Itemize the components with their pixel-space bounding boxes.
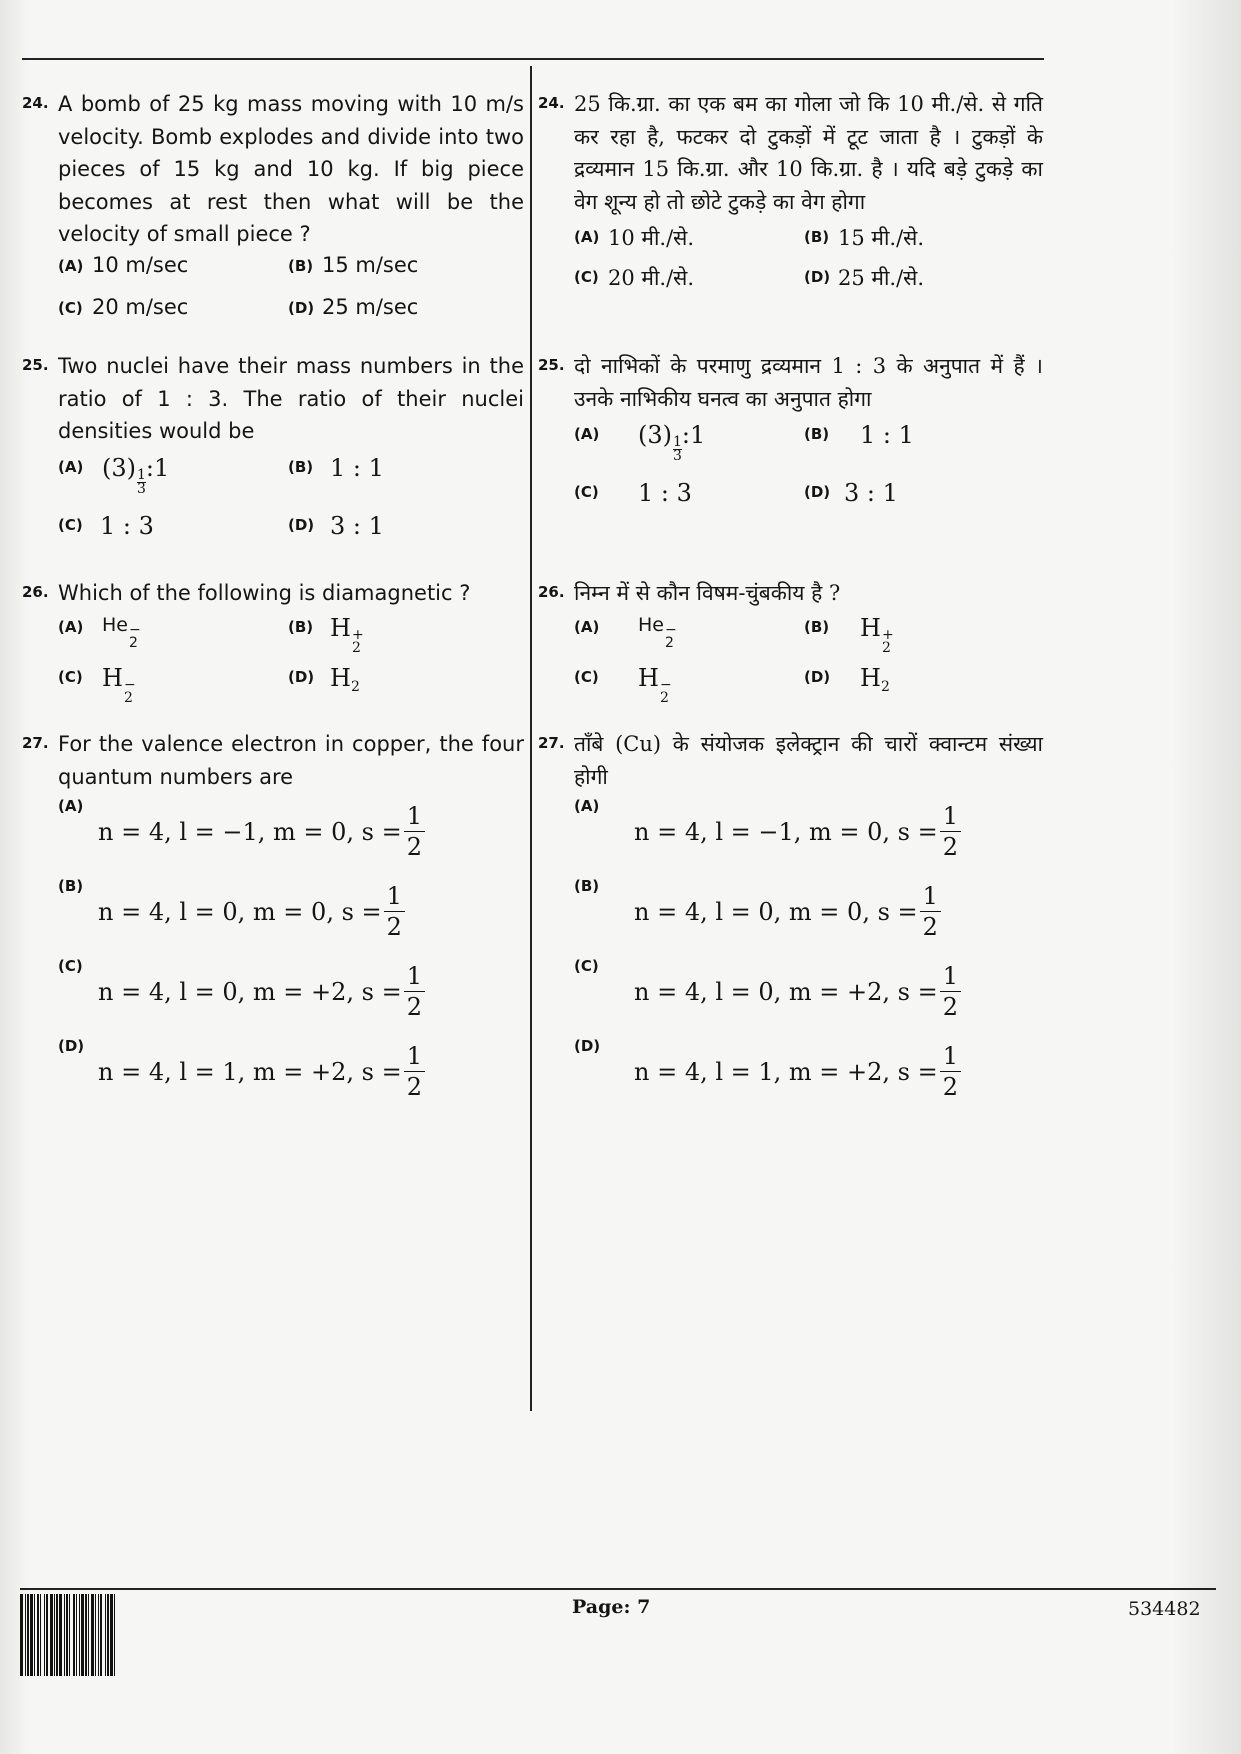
option-label: (B): [574, 877, 600, 895]
option-value: 15 m/sec: [322, 252, 419, 277]
option-label: (A): [574, 425, 600, 443]
option-value: H + 2: [860, 613, 894, 656]
option-value: H + 2: [330, 613, 364, 656]
question-number: 26.: [22, 583, 49, 601]
option-c[interactable]: [574, 479, 692, 507]
question-number: 26.: [538, 583, 565, 601]
fraction: $\frac{1}{2}$: [920, 881, 941, 942]
option-b[interactable]: [804, 421, 914, 449]
option-value: 20 मी./से.: [608, 266, 695, 290]
option-d[interactable]: [288, 664, 360, 695]
question-text: Which of the following is diamagnetic ?: [58, 581, 471, 605]
barcode-gap: [115, 1594, 117, 1676]
fraction: $\frac{1}{2}$: [940, 1041, 961, 1102]
option-label: (D): [288, 298, 315, 317]
option-value: 1 : 3: [100, 511, 154, 540]
question-text: For the valence electron in copper, the four quantum numbers are: [58, 732, 524, 789]
question-text: निम्न में से कौन विषम-चुंबकीय है ?: [574, 581, 841, 605]
option-label: (B): [288, 617, 314, 636]
option-label: (C): [58, 957, 83, 975]
option-label: (C): [58, 667, 83, 686]
option-value: 1 : 1: [860, 421, 914, 449]
top-divider: [22, 58, 1044, 60]
option-c[interactable]: [574, 264, 694, 292]
question-25-en: [22, 350, 524, 548]
option-c[interactable]: [574, 953, 963, 1022]
fraction: $\frac{1}{2}$: [404, 801, 425, 862]
option-value: $H_2$: [330, 663, 360, 695]
question-text: Two nuclei have their mass numbers in the ratio of 1 : 3. The ratio of their nuclei densities would be: [58, 354, 524, 443]
option-d[interactable]: [804, 664, 890, 695]
option-a[interactable]: [58, 614, 141, 650]
option-value: 25 मी./से.: [838, 266, 925, 290]
fraction: $\frac{1}{2}$: [940, 961, 961, 1022]
fraction: $\frac{1}{2}$: [940, 801, 961, 862]
option-value: 3 : 1: [844, 479, 898, 507]
question-27-hi: [538, 728, 1043, 1113]
option-value: H − 2: [102, 663, 136, 706]
question-number: 27.: [22, 734, 49, 752]
option-b[interactable]: [58, 873, 407, 942]
option-b[interactable]: [288, 614, 364, 655]
option-label: (B): [58, 877, 84, 895]
option-label: (C): [58, 298, 83, 317]
option-label: (A): [58, 457, 84, 476]
option-label: (B): [804, 617, 830, 636]
option-value: 10 m/sec: [92, 252, 189, 277]
option-label: (A): [574, 617, 600, 636]
option-label: (D): [58, 1037, 85, 1055]
option-a[interactable]: [574, 421, 705, 463]
option-label: (D): [574, 1037, 601, 1055]
option-label: (D): [288, 667, 315, 686]
option-label: (D): [804, 268, 831, 286]
option-b[interactable]: [574, 873, 943, 942]
option-b[interactable]: [804, 614, 894, 655]
option-d[interactable]: [288, 512, 384, 540]
question-number: 25.: [538, 356, 565, 374]
option-d[interactable]: [574, 1033, 963, 1102]
option-a[interactable]: [574, 614, 677, 650]
option-label: (C): [574, 483, 599, 501]
option-label: (D): [288, 515, 315, 534]
option-value: n = 4, l = 1, m = +2, s = $\frac{1}{2}$: [92, 1033, 427, 1102]
option-value: 10 मी./से.: [608, 226, 695, 250]
option-a[interactable]: [58, 253, 188, 277]
option-value: 1 : 3: [638, 479, 692, 507]
question-24-hi: [538, 88, 1043, 308]
option-b[interactable]: [288, 454, 384, 482]
question-number: 24.: [22, 94, 49, 112]
option-value: 1 : 1: [330, 453, 384, 482]
option-value: n = 4, l = −1, m = 0, s = $\frac{1}{2}$: [608, 793, 963, 862]
question-27-en: [22, 728, 524, 1113]
option-c[interactable]: [58, 664, 136, 705]
option-d[interactable]: [804, 479, 898, 507]
option-d[interactable]: [58, 1033, 427, 1102]
option-label: (A): [58, 256, 84, 275]
option-value: 3 : 1: [330, 511, 384, 540]
option-value: He − 2: [638, 613, 677, 651]
question-text: ताँबे (Cu) के संयोजक इलेक्ट्रान की चारों क्वान्टम संख्या होगी: [574, 732, 1043, 789]
option-value: n = 4, l = −1, m = 0, s = $\frac{1}{2}$: [92, 793, 427, 862]
option-value: 25 m/sec: [322, 294, 419, 319]
option-label: (B): [804, 425, 830, 443]
question-text: दो नाभिकों के परमाणु द्रव्यमान 1 : 3 के अनुपात में हैं । उनके नाभिकीय घनत्व का अनुपात होगा: [574, 354, 1043, 411]
option-label: (C): [574, 667, 599, 686]
option-c[interactable]: [58, 953, 427, 1022]
question-26-hi: [538, 577, 1043, 720]
option-label: (D): [804, 667, 831, 686]
option-c[interactable]: [58, 512, 154, 540]
question-26-en: [22, 577, 524, 720]
option-label: (C): [58, 515, 83, 534]
option-label: (C): [574, 268, 599, 286]
question-number: 27.: [538, 734, 565, 752]
option-label: (B): [804, 228, 830, 246]
question-25-hi: [538, 350, 1043, 515]
option-label: (A): [58, 617, 84, 636]
question-number: 25.: [22, 356, 49, 374]
barcode-image: [20, 1594, 236, 1676]
option-label: (B): [288, 256, 314, 275]
question-text: 25 कि.ग्रा. का एक बम का गोला जो कि 10 मी./से. से गति कर रहा है, फटकर दो टुकड़ों में टूट जाता है । टुकड़ों के द्रव्यमान 15 कि.ग्रा. और 10 कि.ग्रा. है । यदि बड़े टुकड़े का वेग शून्य हो तो छोटे टुकड़े का वेग होगा: [574, 92, 1043, 214]
option-c[interactable]: [574, 664, 672, 705]
question-text: A bomb of 25 kg mass moving with 10 m/s velocity. Bomb explodes and divide into two pieces of 15 kg and 10 kg. If big piece becomes at rest then what will be the velocity of small piece ?: [58, 92, 524, 246]
option-value: n = 4, l = 0, m = +2, s = $\frac{1}{2}$: [92, 953, 427, 1022]
option-a[interactable]: [574, 224, 694, 252]
option-value: He − 2: [102, 613, 141, 651]
option-c[interactable]: [58, 295, 188, 319]
question-number: 24.: [538, 94, 565, 112]
fraction: $\frac{1}{2}$: [404, 961, 425, 1022]
option-a[interactable]: [58, 793, 427, 862]
option-label: (A): [58, 797, 84, 815]
option-d[interactable]: [804, 264, 924, 292]
column-divider: [530, 66, 532, 1411]
option-value: n = 4, l = 0, m = +2, s = $\frac{1}{2}$: [608, 953, 963, 1022]
option-value: (3) $\frac{1}{3}$ :1: [102, 453, 170, 497]
option-value: n = 4, l = 0, m = 0, s = $\frac{1}{2}$: [608, 873, 943, 942]
option-b[interactable]: [804, 224, 924, 252]
option-value: 15 मी./से.: [838, 226, 925, 250]
footer-divider: [20, 1588, 1216, 1590]
option-label: (C): [574, 957, 599, 975]
option-label: (A): [574, 228, 600, 246]
option-label: (A): [574, 797, 600, 815]
option-value: $H_2$: [860, 663, 890, 695]
option-b[interactable]: [288, 253, 418, 277]
fraction: $\frac{1}{2}$: [384, 881, 405, 942]
option-value: H − 2: [638, 663, 672, 706]
option-a[interactable]: [58, 454, 169, 496]
option-value: n = 4, l = 0, m = 0, s = $\frac{1}{2}$: [92, 873, 407, 942]
option-value: 20 m/sec: [92, 294, 189, 319]
page-number: Page: 7: [572, 1596, 651, 1618]
option-value: (3) $\frac{1}{3}$ :1: [638, 421, 706, 464]
option-label: (D): [804, 483, 831, 501]
option-d[interactable]: [288, 295, 418, 319]
option-a[interactable]: [574, 793, 963, 862]
paper-code: 534482: [1128, 1598, 1201, 1620]
option-value: n = 4, l = 1, m = +2, s = $\frac{1}{2}$: [608, 1033, 963, 1102]
option-label: (B): [288, 457, 314, 476]
fraction: $\frac{1}{2}$: [404, 1041, 425, 1102]
question-24-en: [22, 88, 524, 341]
